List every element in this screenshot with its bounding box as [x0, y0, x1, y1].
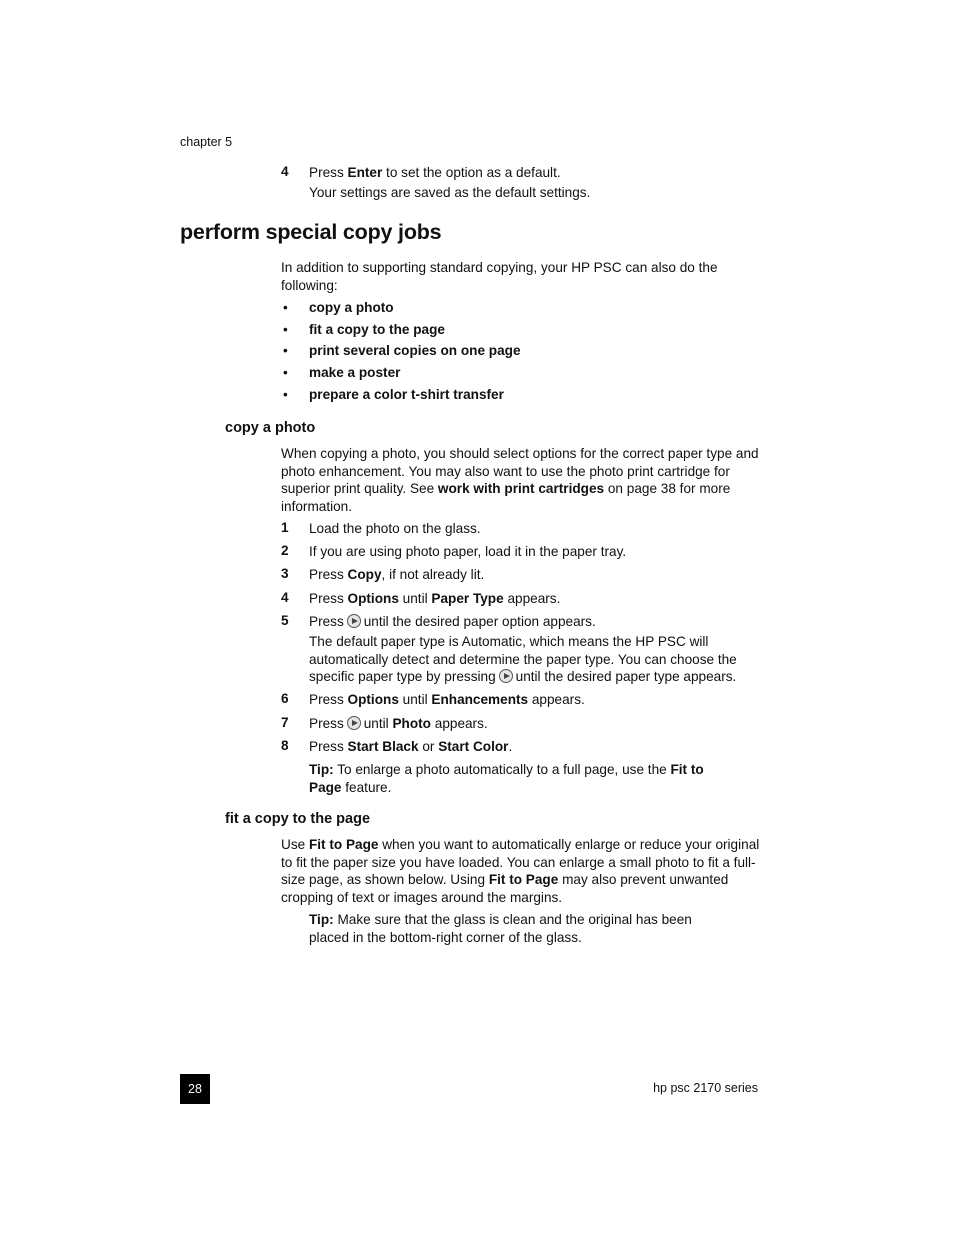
- section-intro: In addition to supporting standard copying, your HP PSC can also do the following:: [281, 260, 718, 293]
- chapter-label: chapter 5: [180, 135, 233, 149]
- text: Press: [309, 567, 348, 582]
- right-arrow-button-icon: [347, 614, 361, 628]
- step-note: [309, 633, 764, 686]
- page-number: 28: [180, 1074, 210, 1104]
- text: feature.: [341, 779, 392, 795]
- text: Press: [309, 614, 344, 629]
- bullet-item: print several copies on one page: [309, 343, 521, 358]
- bullet-dot: •: [283, 322, 288, 337]
- step-text: [309, 590, 764, 608]
- option-name: Photo: [392, 716, 431, 731]
- bullet-dot: •: [283, 343, 288, 358]
- bullet-dot: •: [283, 300, 288, 315]
- text: until: [363, 716, 393, 731]
- step-text: [309, 164, 764, 182]
- text: appears.: [430, 716, 488, 731]
- step-number: 6: [281, 691, 289, 706]
- step-text: [309, 715, 764, 733]
- bullet-item: copy a photo: [309, 300, 394, 315]
- feature-name: Fit to Page: [308, 837, 379, 852]
- cross-reference: work with print cartridges: [437, 481, 605, 496]
- step-number: 8: [281, 738, 289, 753]
- section-title: perform special copy jobs: [180, 220, 442, 244]
- button-name: Options: [347, 692, 399, 707]
- step-text: If you are using photo paper, load it in the paper tray.: [309, 544, 627, 559]
- tip: [309, 911, 709, 946]
- text: appears.: [503, 591, 561, 606]
- text: The default paper type is Automatic, which means the HP PSC will automatically detect and determine the paper type. You can choose the specific paper type by pressing: [309, 634, 737, 684]
- menu-name: Enhancements: [431, 692, 529, 707]
- step-text: [309, 738, 764, 756]
- text: To enlarge a photo automatically to a full page, use the: [333, 762, 671, 777]
- text: Press: [309, 692, 348, 707]
- bullet-item: make a poster: [309, 365, 401, 380]
- text: until: [398, 692, 432, 707]
- text: until the desired paper option appears.: [363, 614, 596, 629]
- text: Press: [309, 739, 348, 754]
- text: may also prevent unwanted cropping of text or images around the margins.: [281, 872, 729, 905]
- text: until: [398, 591, 432, 606]
- text: Press: [309, 716, 344, 731]
- text: appears.: [528, 692, 585, 707]
- text: , if not already lit.: [381, 567, 485, 582]
- text: when you want to automatically enlarge or reduce your original to fit the paper size you have loaded. You can enlarge a small photo to fit a full-size page, as shown below. Using: [281, 837, 760, 887]
- step-number: 4: [281, 164, 289, 179]
- step-number: 4: [281, 590, 289, 605]
- product-series: hp psc 2170 series: [653, 1081, 758, 1095]
- step-text: [309, 566, 764, 584]
- step-number: 3: [281, 566, 289, 581]
- text: until the desired paper type appears.: [515, 669, 737, 684]
- button-name: Options: [347, 591, 399, 606]
- bullet-dot: •: [283, 365, 288, 380]
- tip-label: Tip:: [309, 912, 334, 927]
- step-note: Your settings are saved as the default settings.: [309, 185, 591, 200]
- subsection-heading: fit a copy to the page: [225, 811, 371, 827]
- step-text: [309, 691, 764, 709]
- step-number: 1: [281, 520, 289, 535]
- text: Make sure that the glass is clean and the original has been placed in the bottom-right corner of the glass.: [309, 912, 692, 945]
- text: .: [508, 739, 513, 754]
- text: to set the option as a default.: [382, 165, 561, 180]
- bullet-dot: •: [283, 387, 288, 402]
- bullet-item: fit a copy to the page: [309, 322, 445, 337]
- text: When copying a photo, you should select options for the correct paper type and photo enhancement. You may also want to use the photo print cartridge for superior print quality. See: [281, 446, 759, 496]
- button-name: Copy: [347, 567, 382, 582]
- text: Press: [309, 591, 348, 606]
- text: Use: [281, 837, 309, 852]
- button-name: Start Black: [347, 739, 419, 754]
- step-number: 2: [281, 543, 289, 558]
- text: Press: [309, 165, 348, 180]
- tip-label: Tip:: [309, 762, 334, 777]
- button-name: Start Color: [438, 739, 509, 754]
- menu-name: Paper Type: [431, 591, 504, 606]
- text: or: [418, 739, 439, 754]
- copy-photo-paragraph: [281, 445, 763, 515]
- text: on page 38 for more information.: [281, 481, 731, 514]
- step-number: 7: [281, 715, 289, 730]
- step-number: 5: [281, 613, 289, 628]
- step-text: Load the photo on the glass.: [309, 521, 481, 536]
- fit-copy-paragraph: [281, 836, 763, 906]
- feature-name: Fit to Page: [309, 762, 704, 795]
- feature-name: Fit to Page: [488, 872, 559, 887]
- right-arrow-button-icon: [499, 669, 513, 683]
- subsection-heading: copy a photo: [225, 420, 316, 436]
- step-text: [309, 613, 764, 631]
- tip: [309, 761, 709, 796]
- right-arrow-button-icon: [347, 716, 361, 730]
- bullet-item: prepare a color t-shirt transfer: [309, 387, 504, 402]
- button-name: Enter: [347, 165, 383, 180]
